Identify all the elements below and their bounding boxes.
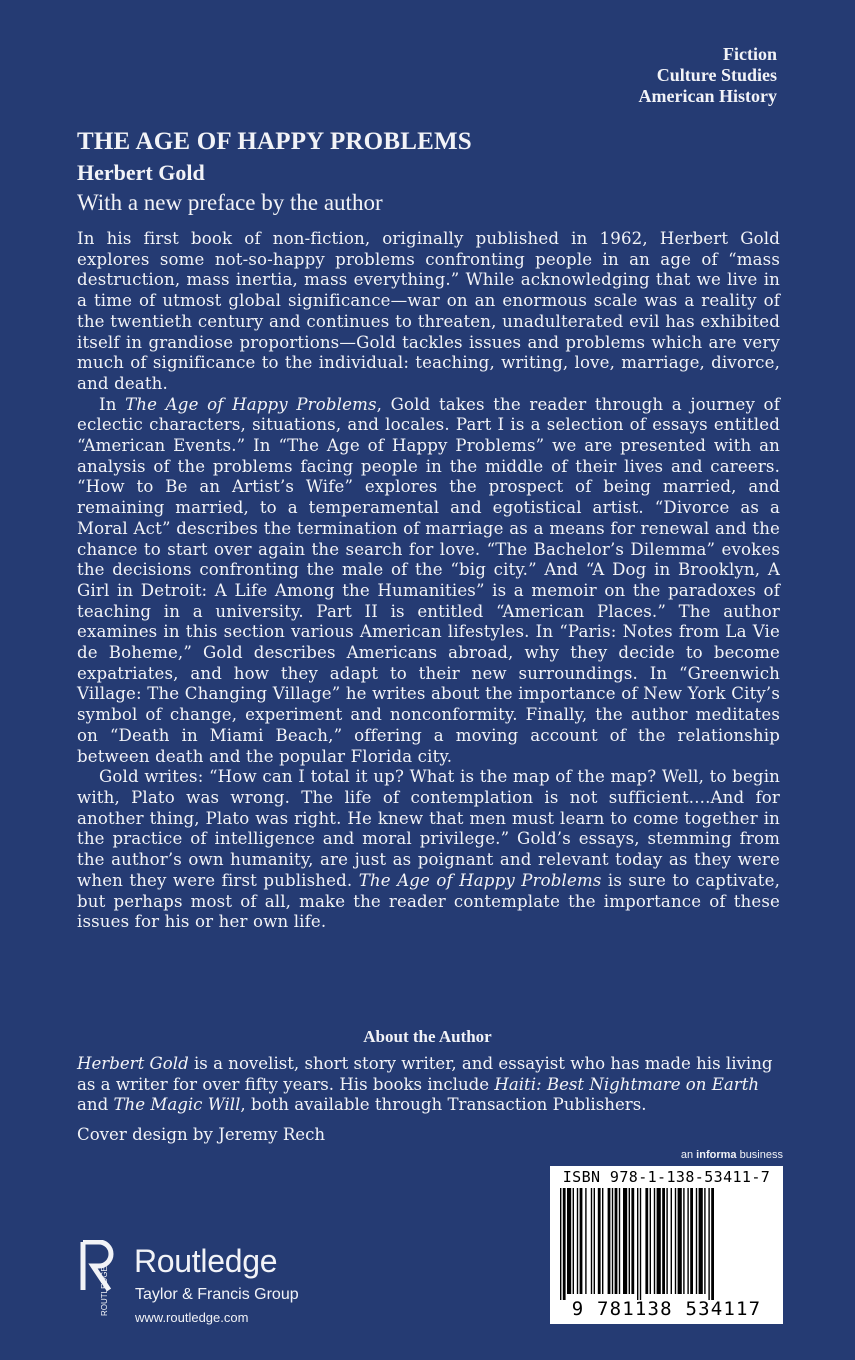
subject-culture-studies: Culture Studies	[656, 65, 777, 85]
book-author: Herbert Gold	[77, 160, 205, 185]
isbn-label: ISBN 978-1-138-53411-7	[562, 1168, 771, 1186]
barcode-bar	[615, 1188, 618, 1294]
informa-prefix: an	[680, 1149, 697, 1161]
p3-rest: is sure to captivate, but perhaps most of all, make the reader contemplate the importance of these issues for his or her own life.	[77, 870, 780, 932]
about-text-3: , both available through Transaction Publishers.	[240, 1095, 647, 1115]
barcode-bar	[560, 1188, 561, 1300]
barcode-bar	[619, 1188, 620, 1294]
p3-text: Gold writes: “How can I total it up? What is the map of the map? Well, to begin with, Plato was wrong. The life of contemplation is not sufficient....And for another thing, Plato was right. He knew that men must learn to come together in the practice of intelligence and moral privilege.” Gold’s essays, stemming from the author’s own humanity, are just as poignant and relevant today as they were when they were first published.	[77, 767, 780, 890]
preface-note: With a new preface by the author	[77, 190, 383, 215]
informa-brand: informa	[696, 1149, 737, 1161]
barcode-digits: 9 781138 534117	[571, 1298, 762, 1320]
publisher-url: www.routledge.com	[135, 1310, 249, 1325]
barcode-bar	[650, 1188, 651, 1294]
barcode-bar	[585, 1188, 586, 1294]
about-text-1: is a novelist, short story writer, and essayist who has made his living as a writer for over fifty years. His books include	[77, 1054, 773, 1094]
p3-book-title: The Age of Happy Problems	[358, 870, 602, 890]
barcode-bar	[690, 1188, 693, 1294]
about-book-1: Haiti: Best Nightmare on Earth	[494, 1074, 760, 1094]
about-book-2: The Magic Will	[113, 1095, 241, 1115]
barcode-bar	[687, 1188, 688, 1294]
barcode-bar	[696, 1188, 697, 1294]
barcode-bar	[640, 1188, 641, 1300]
subject-categories	[639, 44, 777, 107]
barcode-bar	[704, 1188, 705, 1294]
cover-design-credit: Cover design by Jeremy Rech	[77, 1125, 326, 1144]
barcode-bar	[671, 1188, 672, 1294]
barcode-bar	[573, 1188, 574, 1294]
barcode-bar	[699, 1188, 703, 1294]
barcode-bar	[708, 1188, 709, 1300]
barcode-bar	[602, 1188, 603, 1294]
barcode-bar	[591, 1188, 592, 1294]
p2-lead: In	[99, 394, 126, 414]
book-title: THE AGE OF HAPPY PROBLEMS	[77, 128, 472, 155]
p2-rest: , Gold takes the reader through a journey of eclectic characters, situations, and locales. Part I is a selection of essays entitled “American Events.” In “The Age of Happy Problems” we are presented with an analysis of the problems facing people in the middle of their lives and careers. “How to Be an Artist’s Wife” explores the prospect of being married, and remaining married, to a temperamental and egotistical artist. “Divorce as a Moral Act” describes the termination of marriage as a means for renewal and the chance to start over again the search for love. “The Bachelor’s Dilemma” evokes the decisions confronting the male of the “big city.” And “A Dog in Brooklyn, A Girl in Detroit: A Life Among the Humanities” is a memoir on the paradoxes of teaching in a university. Part II is entitled “American Places.” The author examines in this section various American lifestyles. In “Paris: Notes from La Vie de Boheme,” Gold describes Americans abroad, why they decide to become expatriates, and how they adapt to their new surroundings. In “Greenwich Village: The Changing Village” he writes about the importance of New York City’s symbol of change, experiment and nonconformity. Finally, the author meditates on “Death in Miami Beach,” offering a moving account of the relationship between death and the popular Florida city.	[77, 394, 780, 766]
barcode-bars	[560, 1188, 773, 1300]
barcode-bar	[654, 1188, 655, 1294]
routledge-vertical-mark: ROUTLEDGE	[100, 1266, 109, 1316]
barcode-bar	[631, 1188, 634, 1294]
barcode-bar	[666, 1188, 667, 1294]
about-text-2: and	[77, 1095, 114, 1115]
informa-suffix: business	[736, 1149, 783, 1161]
barcode-bar	[580, 1188, 583, 1294]
barcode-bar	[683, 1188, 684, 1294]
barcode-bar	[577, 1188, 578, 1294]
routledge-logo-icon	[77, 1240, 117, 1318]
publisher-group: Taylor & Francis Group	[135, 1286, 299, 1303]
barcode-bar	[675, 1188, 676, 1294]
subject-fiction: Fiction	[723, 44, 777, 64]
blurb	[77, 229, 780, 933]
barcode-bar	[662, 1188, 665, 1294]
barcode-bar	[563, 1188, 566, 1300]
isbn-barcode	[550, 1166, 783, 1324]
publisher-name: Routledge	[134, 1243, 278, 1279]
blurb-paragraph-1: In his first book of non-fiction, originally published in 1962, Herbert Gold explores some not-so-happy problems confronting people in an age of “mass destruction, mass inertia, mass everything.” While acknowledging that we live in a time of utmost global significance—war on an enormous scale was a reality of the twentieth century and continues to threaten, unadulterated evil has exhibited itself in grandiose proportions—Gold tackles issues and problems which are very much of significance to the individual: teaching, writing, love, marriage, divorce, and death.	[77, 229, 780, 393]
barcode-bar	[678, 1188, 682, 1294]
about-author-name: Herbert Gold	[77, 1054, 189, 1073]
blurb-paragraph-3	[77, 767, 780, 933]
barcode-bar	[657, 1188, 661, 1294]
barcode-bar	[637, 1188, 638, 1300]
barcode-bar	[598, 1188, 601, 1294]
barcode-bar	[594, 1188, 595, 1294]
about-author-text	[77, 1054, 782, 1116]
about-author-heading: About the Author	[363, 1027, 492, 1046]
barcode-bar	[608, 1188, 611, 1294]
informa-tagline	[681, 1149, 783, 1161]
barcode-bar	[567, 1188, 571, 1294]
barcode-bar	[711, 1188, 714, 1300]
barcode-bar	[645, 1188, 648, 1294]
barcode-bar	[612, 1188, 613, 1294]
barcode-bar	[629, 1188, 630, 1294]
barcode-bar	[623, 1188, 627, 1294]
blurb-paragraph-2	[77, 395, 780, 768]
p2-book-title: The Age of Happy Problems	[125, 394, 377, 414]
subject-american-history: American History	[638, 86, 777, 106]
